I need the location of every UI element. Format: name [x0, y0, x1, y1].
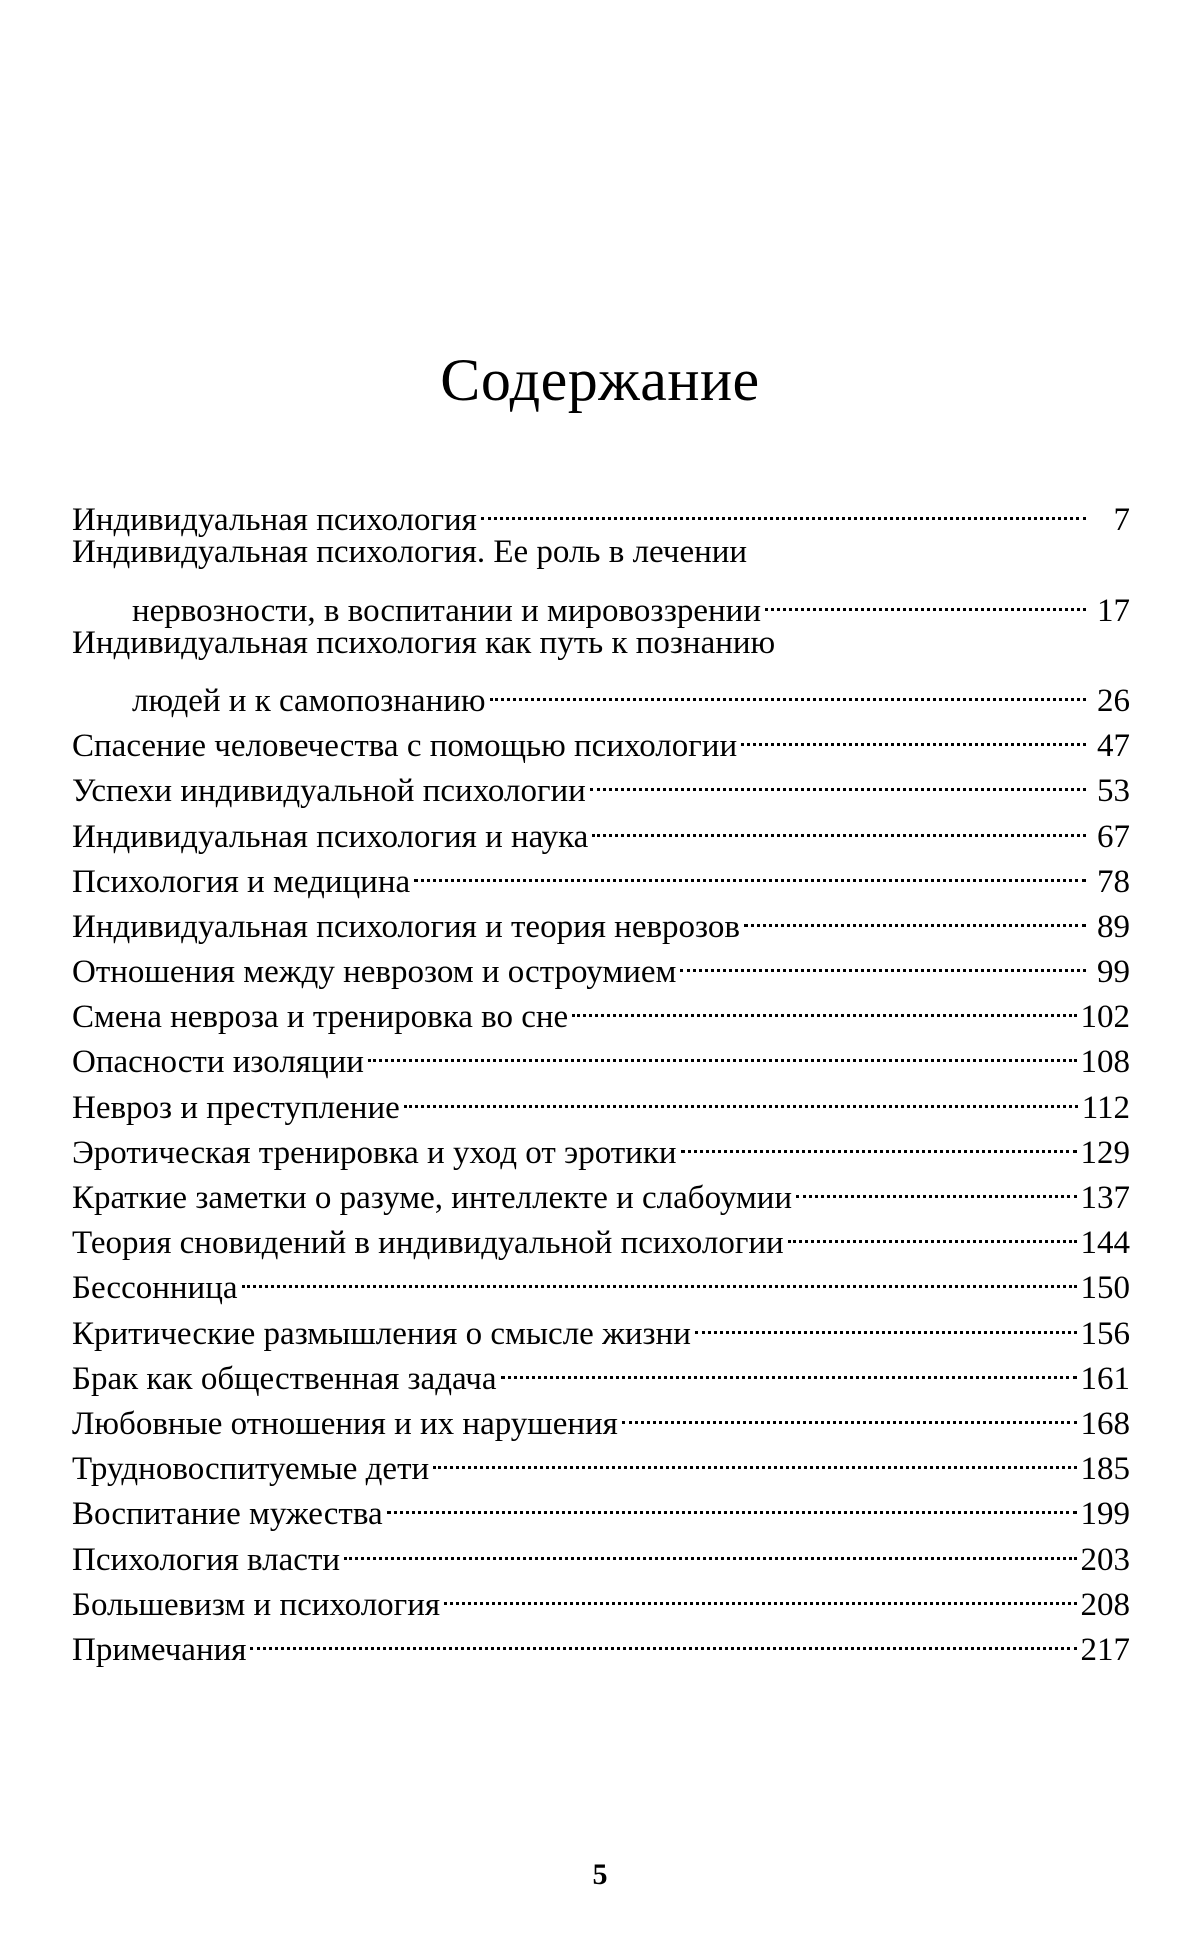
toc-entry-page: 99 — [1097, 954, 1130, 991]
toc-entry-title: Индивидуальная психология — [72, 502, 477, 539]
toc-entry-page: 156 — [1080, 1315, 1130, 1352]
toc-entry-page: 53 — [1097, 773, 1130, 810]
toc-leader-dots — [590, 756, 1086, 801]
toc-entry-title: Примечания — [72, 1631, 247, 1668]
toc-leader-dots — [414, 847, 1086, 892]
page-title: Содержание — [440, 347, 760, 413]
toc-entry-title: Теория сновидений в индивидуальной психологии — [72, 1225, 784, 1262]
toc-entry-title: Бессонница — [72, 1270, 238, 1307]
toc-entry-page: 150 — [1080, 1270, 1130, 1307]
toc-entry-page: 144 — [1080, 1225, 1130, 1262]
toc-entry-page: 199 — [1080, 1496, 1130, 1533]
toc-entry-page: 89 — [1097, 908, 1130, 945]
toc-entry-page: 129 — [1080, 1134, 1130, 1171]
toc-entry-title: Индивидуальная психология. Ее роль в лечении — [72, 534, 748, 571]
toc-leader-dots — [741, 711, 1086, 756]
toc-entry-title: Опасности изоляции — [72, 1044, 364, 1081]
toc-entry-page: 185 — [1080, 1451, 1130, 1488]
toc-leader-dots — [796, 1163, 1076, 1208]
toc-leader-dots — [744, 892, 1086, 937]
toc-entry-title: Невроз и преступление — [72, 1089, 400, 1126]
toc-leader-dots — [680, 937, 1086, 982]
toc-entry-page: 108 — [1080, 1044, 1130, 1081]
toc-entry-continuation[interactable] — [72, 666, 1130, 719]
toc-entry-page: 112 — [1081, 1089, 1130, 1126]
toc-leader-dots — [242, 1253, 1077, 1298]
toc-entry-title: Брак как общественная задача — [72, 1360, 497, 1397]
toc-entry-title: нервозности, в воспитании и мировоззрении — [132, 592, 761, 629]
toc-entry-title: Эротическая тренировка и уход от эротики — [72, 1134, 677, 1171]
toc-leader-dots — [250, 1615, 1076, 1660]
toc-entry-title: Смена невроза и тренировка во сне — [72, 999, 569, 1036]
toc-entry-page: 7 — [1113, 502, 1130, 539]
toc-leader-dots — [387, 1479, 1077, 1524]
toc-entry[interactable] — [72, 621, 1130, 666]
toc-entry-continuation[interactable] — [72, 575, 1130, 629]
toc-entry-page: 47 — [1097, 728, 1130, 765]
toc-leader-dots — [501, 1344, 1077, 1389]
toc-leader-dots — [444, 1570, 1076, 1615]
toc-entry-page: 137 — [1080, 1180, 1130, 1216]
toc-leader-dots — [404, 1072, 1078, 1117]
toc-entry-page: 102 — [1080, 999, 1130, 1036]
toc-entry-title: Трудновоспитуемые дети — [72, 1451, 430, 1488]
toc-entry-page: 203 — [1080, 1541, 1130, 1578]
toc-entry[interactable] — [72, 530, 1130, 575]
toc-entry-page: 78 — [1097, 863, 1130, 900]
toc-entry-page: 17 — [1097, 592, 1130, 629]
toc-entry-page: 67 — [1097, 818, 1130, 855]
toc-entry-page: 217 — [1080, 1631, 1130, 1668]
toc-entry-title: Отношения между неврозом и остроумием — [72, 954, 677, 991]
toc-leader-dots — [788, 1208, 1077, 1253]
toc-leader-dots — [695, 1298, 1077, 1343]
toc-entry-page: 168 — [1080, 1405, 1130, 1442]
toc-entry-title: Спасение человечества с помощью психологии — [72, 728, 738, 765]
toc-leader-dots — [572, 982, 1076, 1027]
toc-entry-page: 161 — [1080, 1360, 1130, 1397]
toc-entry-title: Воспитание мужества — [72, 1496, 383, 1533]
toc-leader-dots — [765, 575, 1086, 620]
toc-leader-dots — [481, 485, 1086, 530]
toc-entry-title: Критические размышления о смысле жизни — [72, 1315, 691, 1352]
table-of-contents — [72, 485, 1130, 1668]
page-number: 5 — [592, 1858, 608, 1891]
toc-entry-page: 26 — [1097, 682, 1130, 719]
toc-entry-title: Индивидуальная психология и наука — [72, 818, 589, 855]
toc-entry-title: Краткие заметки о разуме, интеллекте и слабоумии — [72, 1180, 793, 1216]
toc-leader-dots — [490, 666, 1086, 711]
toc-entry-title: Психология власти — [72, 1541, 341, 1578]
toc-entry-title: Большевизм и психология — [72, 1586, 441, 1623]
toc-leader-dots — [368, 1027, 1077, 1072]
toc-entry-title: людей и к самопознанию — [132, 682, 486, 719]
toc-entry-title: Любовные отношения и их нарушения — [72, 1405, 618, 1442]
toc-leader-dots — [592, 801, 1086, 846]
toc-entry-page: 208 — [1080, 1586, 1130, 1623]
toc-leader-dots — [622, 1389, 1077, 1434]
toc-leader-dots — [433, 1434, 1076, 1479]
toc-entry-title: Психология и медицина — [72, 863, 411, 900]
toc-entry[interactable] — [72, 485, 1130, 539]
toc-leader-dots — [344, 1524, 1076, 1569]
toc-entry-title: Индивидуальная психология и теория неврозов — [72, 908, 740, 945]
toc-leader-dots — [681, 1118, 1077, 1163]
toc-entry-title: Индивидуальная психология как путь к познанию — [72, 624, 776, 661]
toc-entry-title: Успехи индивидуальной психологии — [72, 773, 586, 810]
